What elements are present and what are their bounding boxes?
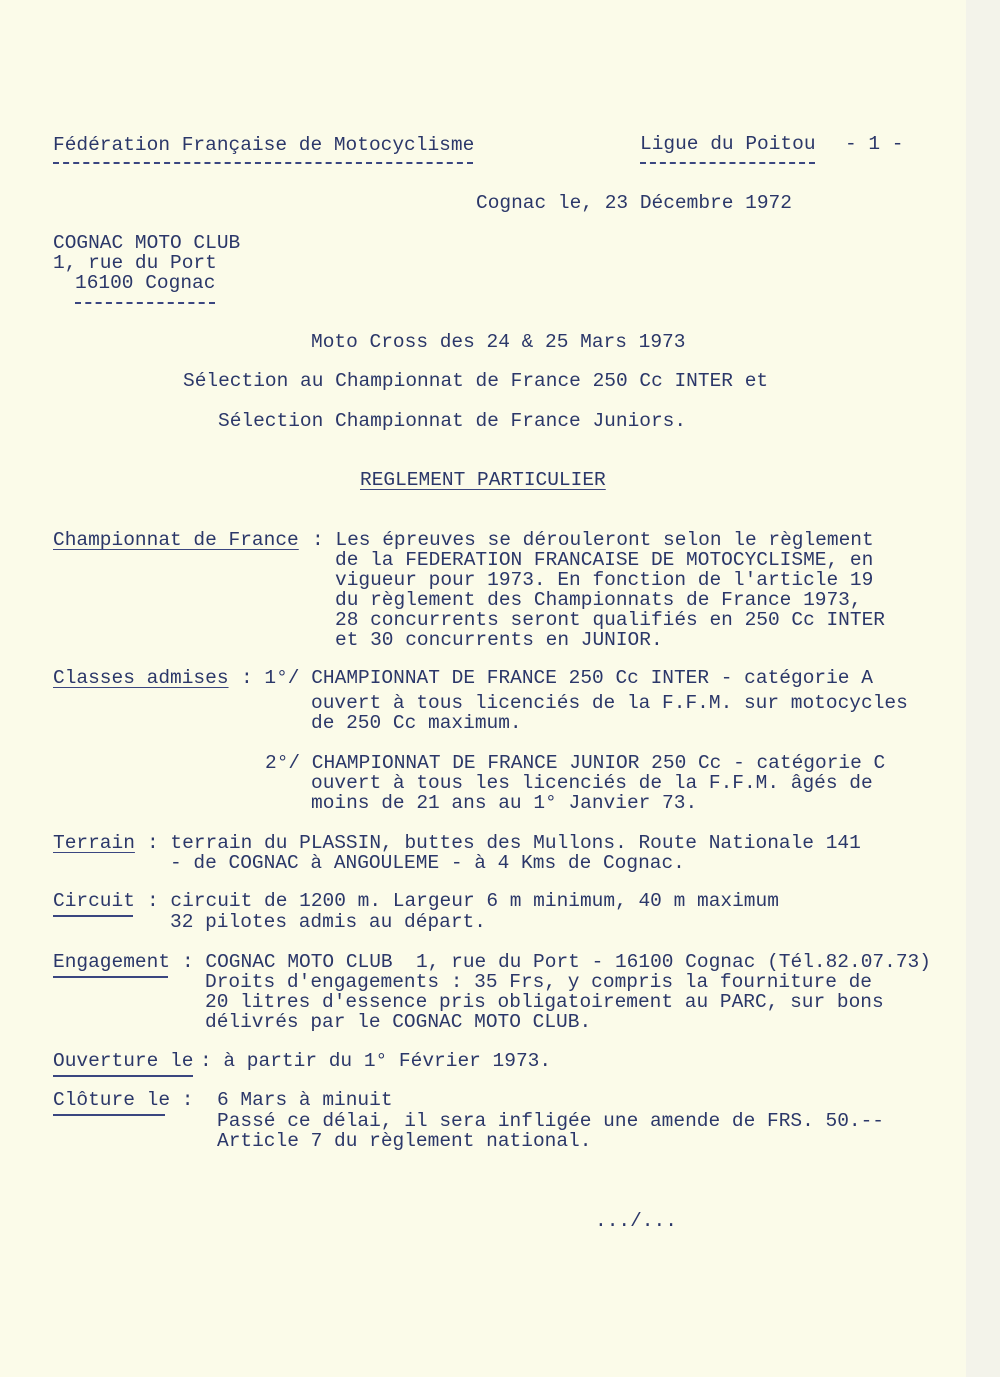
section-label: Engagement (53, 951, 171, 973)
section-text: ouvert à tous les licenciés de la F.F.M. âgés de (311, 772, 873, 794)
section-text: : terrain du PLASSIN, buttes des Mullons. Route Nationale 141 (147, 832, 861, 854)
section-text: moins de 21 ans au 1° Janvier 73. (311, 792, 698, 814)
section-text: : à partir du 1° Février 1973. (200, 1050, 552, 1072)
address-line: COGNAC MOTO CLUB (53, 232, 241, 254)
federation-name: Fédération Française de Motocyclisme (53, 134, 475, 156)
address-line: 16100 Cognac (75, 272, 216, 294)
page-number: - 1 - (845, 133, 904, 155)
label-underline (53, 1114, 165, 1116)
section-label: Ouverture le (53, 1050, 194, 1072)
section-text: : Les épreuves se dérouleront selon le règlement (312, 529, 874, 551)
section-text: 20 litres d'essence pris obligatoirement au PARC, sur bons (205, 991, 884, 1013)
underline-dashes (640, 162, 815, 164)
section-label: Classes admises (53, 667, 229, 689)
section-text: Article 7 du règlement national. (217, 1130, 592, 1152)
section-text: ouvert à tous licenciés de la F.F.M. sur motocycles (311, 692, 908, 714)
section-text: Droits d'engagements : 35 Frs, y compris la fourniture de (205, 971, 873, 993)
section-text: - de COGNAC à ANGOULEME - à 4 Kms de Cognac. (170, 852, 685, 874)
underline-dashes (53, 162, 473, 164)
section-text: : COGNAC MOTO CLUB 1, rue du Port - 16100 Cognac (Tél.82.07.73) (182, 951, 931, 973)
section-text: : 1°/ CHAMPIONNAT DE FRANCE 250 Cc INTER - catégorie A (241, 667, 873, 689)
address-line: 1, rue du Port (53, 252, 217, 274)
section-text: du règlement des Championnats de France 1973, (335, 589, 862, 611)
label-underline (53, 976, 168, 978)
section-text: délivrés par le COGNAC MOTO CLUB. (205, 1011, 592, 1033)
section-text: de la FEDERATION FRANCAISE DE MOTOCYCLISME, en (335, 549, 874, 571)
section-label: Circuit (53, 890, 135, 912)
section-label: Terrain (53, 832, 135, 854)
section-text: : circuit de 1200 m. Largeur 6 m minimum, 40 m maximum (147, 890, 779, 912)
section-text: et 30 concurrents en JUNIOR. (335, 629, 663, 651)
ligue-name: Ligue du Poitou (640, 133, 816, 155)
section-text: vigueur pour 1973. En fonction de l'article 19 (335, 569, 874, 591)
section-text: de 250 Cc maximum. (311, 712, 522, 734)
title-line: Sélection au Championnat de France 250 Cc INTER et (183, 370, 769, 392)
section-text: 28 concurrents seront qualifiés en 250 Cc INTER (335, 609, 885, 631)
section-label: Clôture le : (53, 1089, 194, 1111)
section-text: 32 pilotes admis au départ. (170, 911, 486, 933)
label-underline (53, 1075, 193, 1077)
section-text: Passé ce délai, il sera infligée une amende de FRS. 50.-- (217, 1110, 885, 1132)
title-line: Moto Cross des 24 & 25 Mars 1973 (311, 331, 686, 353)
document-heading: REGLEMENT PARTICULIER (360, 469, 606, 491)
underline-dashes (75, 302, 215, 304)
section-label: Championnat de France (53, 529, 299, 551)
section-text: 6 Mars à minuit (217, 1089, 393, 1111)
page-edge (966, 0, 1000, 1377)
section-text: 2°/ CHAMPIONNAT DE FRANCE JUNIOR 250 Cc - catégorie C (265, 752, 886, 774)
label-underline (53, 915, 133, 917)
date-line: Cognac le, 23 Décembre 1972 (476, 192, 792, 214)
continued-marker: .../... (595, 1210, 677, 1232)
title-line: Sélection Championnat de France Juniors. (218, 410, 687, 432)
